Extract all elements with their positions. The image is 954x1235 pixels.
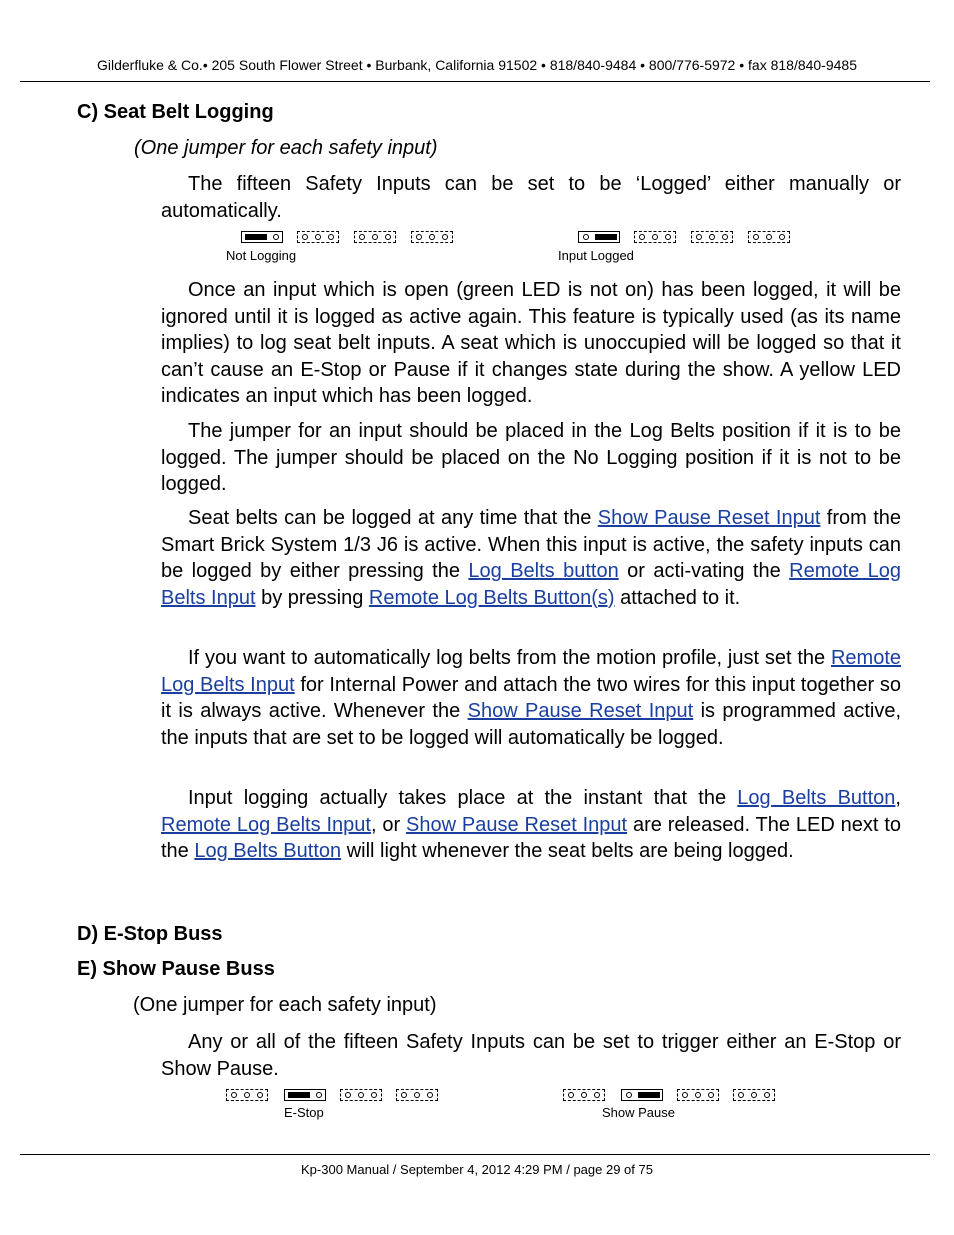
- section-c-intro: The fifteen Safety Inputs can be set to be ‘Logged’ either manually or automatically.: [161, 173, 901, 222]
- jumper-block-installed: [284, 1089, 326, 1101]
- jumper-block-installed: [578, 231, 620, 243]
- caption-show-pause: Show Pause: [602, 1105, 675, 1120]
- paragraph-logging-instant: Input logging actually takes place at the instant that the Log Belts Button, Remote Log Belts Input, or Show Pause Reset Input are released. The LED next to the Log Belts Button will light whenever the seat belts are being logged.: [161, 787, 901, 862]
- jumper-block-installed: [621, 1089, 663, 1101]
- link-remote-log-belts-buttons[interactable]: Remote Log Belts Button(s): [368, 586, 615, 609]
- link-show-pause-reset-input[interactable]: Show Pause Reset Input: [597, 507, 821, 529]
- caption-input-logged: Input Logged: [558, 248, 634, 263]
- link-remote-log-belts-input[interactable]: Remote Log Belts Input: [161, 560, 901, 609]
- jumper-block-installed: [241, 231, 283, 243]
- paragraph-automatic-logging: If you want to automatically log belts from the motion profile, just set the Remote Log Belts Input for Internal Power and attach the two wires for this input together so it is always active. Whenever the Show Pause Reset Input is programmed active, the inputs that are set to be logged will automatically be logged.: [161, 647, 901, 749]
- jumper-figure-show-pause: [563, 1089, 783, 1105]
- jumper-block-empty: [634, 231, 676, 243]
- jumper-block-empty: [748, 231, 790, 243]
- link-log-belts-button[interactable]: Log Belts Button: [194, 840, 342, 862]
- link-show-pause-reset-input[interactable]: Show Pause Reset Input: [467, 700, 694, 722]
- footer-rule: [20, 1154, 930, 1155]
- jumper-figure-not-logging: [241, 231, 461, 247]
- jumper-block-empty: [677, 1089, 719, 1101]
- jumper-block-empty: [297, 231, 339, 243]
- section-c-subheading: (One jumper for each safety input): [134, 137, 438, 159]
- link-show-pause-reset-input[interactable]: Show Pause Reset Input: [406, 813, 628, 836]
- link-log-belts-button[interactable]: Log Belts Button: [737, 787, 896, 809]
- jumper-block-empty: [340, 1089, 382, 1101]
- jumper-block-empty: [733, 1089, 775, 1101]
- section-e-intro: Any or all of the fifteen Safety Inputs can be set to trigger either an E-Stop or Show Pause.: [161, 1031, 901, 1080]
- paragraph-manual-logging: Seat belts can be logged at any time that the Show Pause Reset Input from the Smart Brick System 1/3 J6 is active. When this input is active, the safety inputs can be logged by either pressing the Log Belts button or acti-vating the Remote Log Belts Input by pressing Remote Log Belts Button(s) attached to it.: [161, 507, 901, 609]
- page-footer: Kp-300 Manual / September 4, 2012 4:29 PM / page 29 of 75: [301, 1162, 653, 1177]
- paragraph-jumper-placement: The jumper for an input should be placed in the Log Belts position if it is to be logged. The jumper should be placed on the No Logging position if it is not to be logged.: [161, 420, 901, 495]
- page-header: Gilderfluke & Co.• 205 South Flower Street • Burbank, California 91502 • 818/840-9484 • 800/776-5972 • fax 818/840-9485: [97, 57, 857, 73]
- jumper-figure-e-stop: [226, 1089, 446, 1105]
- jumper-block-empty: [354, 231, 396, 243]
- jumper-figure-input-logged: [578, 231, 798, 247]
- caption-not-logging: Not Logging: [226, 248, 297, 263]
- jumper-block-empty: [411, 231, 453, 243]
- jumper-block-empty: [396, 1089, 438, 1101]
- jumper-block-empty: [563, 1089, 605, 1101]
- jumper-block-empty: [691, 231, 733, 243]
- section-e-subheading: (One jumper for each safety input): [133, 994, 437, 1016]
- paragraph-logged-behavior: Once an input which is open (green LED is not on) has been logged, it will be ignored until it is logged as active again. This feature is typically used (as its name implies) to log seat belt inputs. A seat which is unoccupied will be logged so that it can’t cause an E-Stop or Pause if it changes state during the show. A yellow LED indicates an input which has been logged.: [161, 279, 901, 407]
- link-remote-log-belts-input[interactable]: Remote Log Belts Input: [161, 813, 371, 836]
- link-remote-log-belts-input[interactable]: Remote Log Belts Input: [161, 647, 901, 696]
- section-c-heading: C) Seat Belt Logging: [77, 101, 274, 123]
- jumper-block-empty: [226, 1089, 268, 1101]
- caption-e-stop: E-Stop: [284, 1105, 324, 1120]
- header-rule: [20, 81, 930, 82]
- link-log-belts-button[interactable]: Log Belts button: [468, 560, 619, 582]
- section-e-heading: E) Show Pause Buss: [77, 958, 275, 980]
- section-d-heading: D) E-Stop Buss: [77, 923, 223, 945]
